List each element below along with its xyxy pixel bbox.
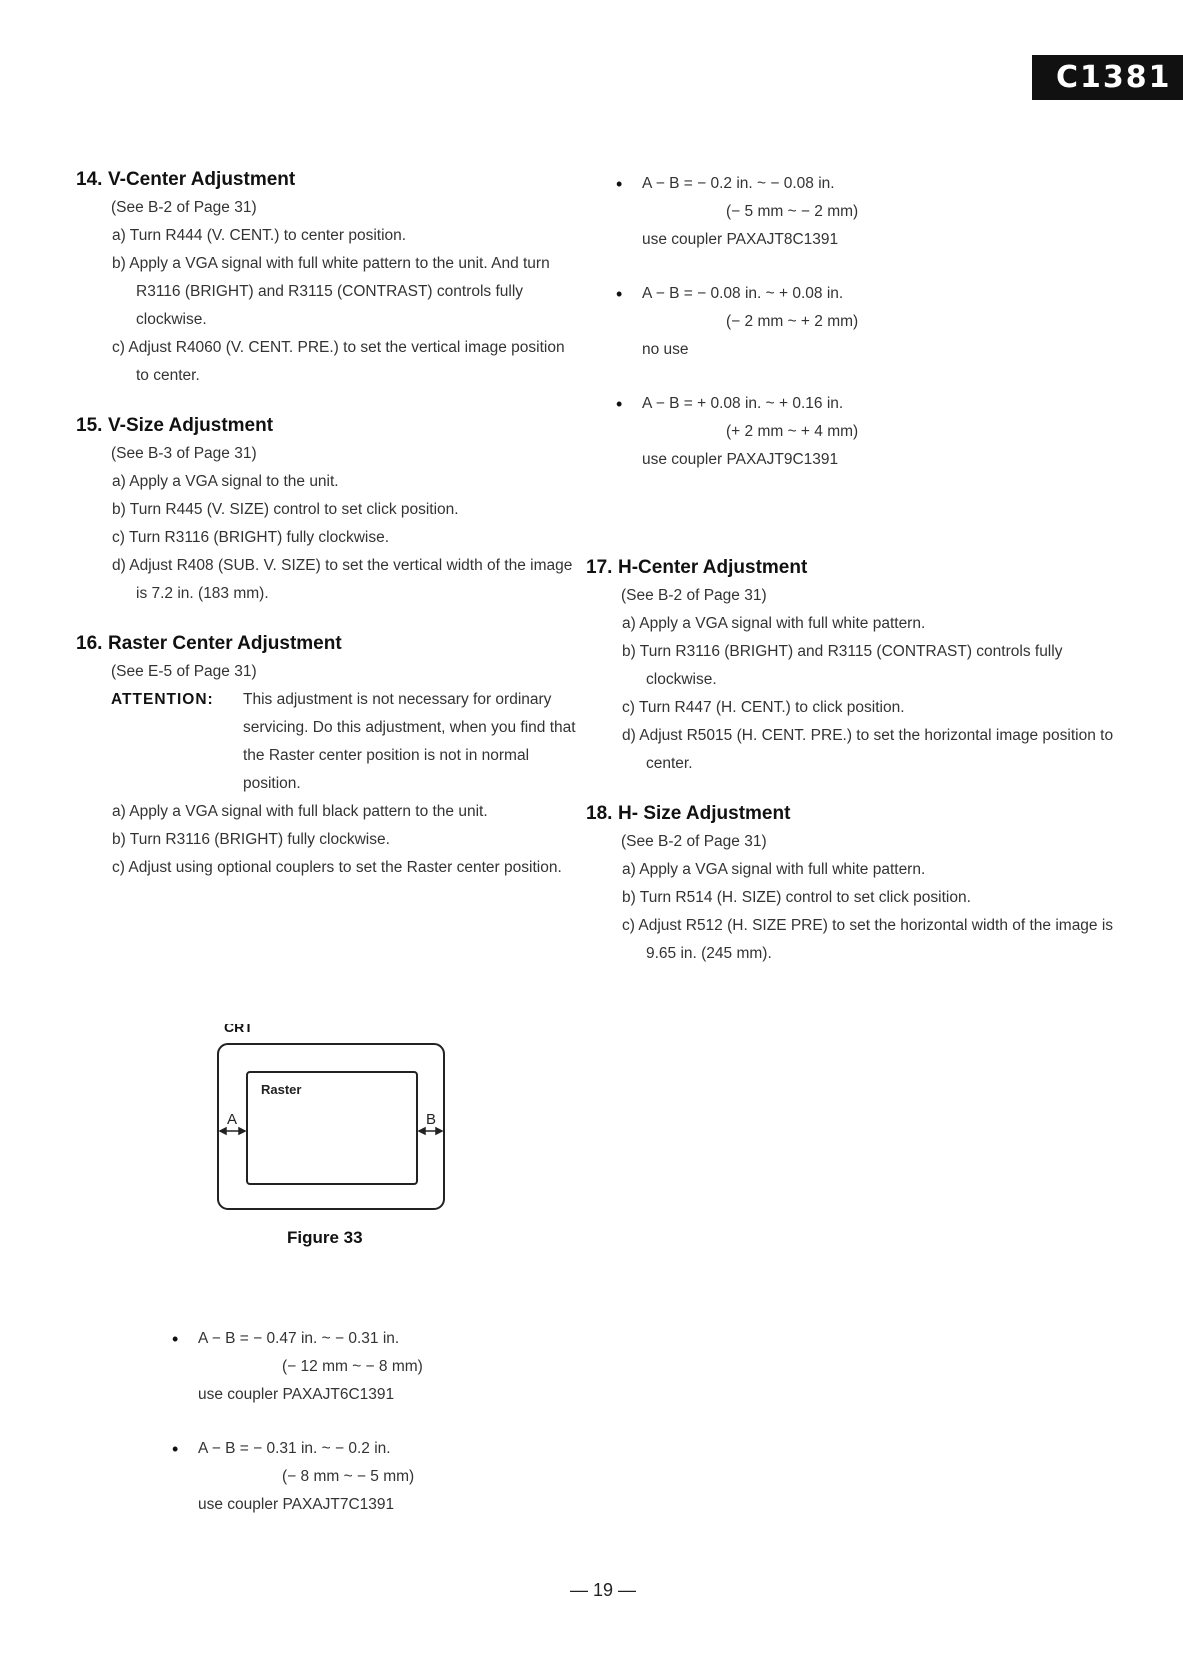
coupler-part: no use xyxy=(642,341,689,358)
a-label: A xyxy=(227,1111,238,1128)
section-title: 14. V-Center Adjustment xyxy=(76,169,296,190)
step: d) Adjust R5015 (H. CENT. PRE.) to set the horizontal image position to center. xyxy=(622,727,1114,772)
range-mm: (− 2 mm ~ + 2 mm) xyxy=(726,313,859,330)
range-mm: (− 8 mm ~ − 5 mm) xyxy=(282,1468,415,1485)
step: d) Adjust R408 (SUB. V. SIZE) to set the vertical width of the image is 7.2 in. (183 mm). xyxy=(112,557,573,602)
coupler-part: use coupler PAXAJT7C1391 xyxy=(198,1496,395,1513)
step: c) Adjust using optional couplers to set the Raster center position. xyxy=(112,859,562,876)
page-number: — 19 — xyxy=(570,1580,637,1600)
a-dimension-arrow xyxy=(220,1128,245,1134)
section-title: 15. V-Size Adjustment xyxy=(76,415,274,436)
range-inches: A − B = − 0.47 in. ~ − 0.31 in. xyxy=(198,1330,400,1347)
step: a) Apply a VGA signal with full black pattern to the unit. xyxy=(112,803,488,820)
range-inches: A − B = − 0.31 in. ~ − 0.2 in. xyxy=(198,1440,391,1457)
range-mm: (− 12 mm ~ − 8 mm) xyxy=(282,1358,423,1375)
step: b) Turn R3116 (BRIGHT) and R3115 (CONTRAST) controls fully clockwise. xyxy=(622,643,1063,688)
step: c) Adjust R512 (H. SIZE PRE) to set the horizontal width of the image is 9.65 in. (245 mm). xyxy=(622,917,1114,962)
range-mm: (− 5 mm ~ − 2 mm) xyxy=(726,203,859,220)
raster-label: Raster xyxy=(261,1082,302,1097)
step: b) Turn R3116 (BRIGHT) fully clockwise. xyxy=(112,831,390,848)
step: a) Turn R444 (V. CENT.) to center position. xyxy=(112,227,407,244)
section-h-center xyxy=(586,554,1136,778)
model-badge: C1381 xyxy=(1032,55,1183,100)
range-inches: A − B = − 0.08 in. ~ + 0.08 in. xyxy=(642,285,844,302)
b-label: B xyxy=(426,1111,437,1128)
step: c) Adjust R4060 (V. CENT. PRE.) to set the vertical image position to center. xyxy=(112,339,565,384)
section-reference: (See B-2 of Page 31) xyxy=(111,199,257,216)
coupler-part: use coupler PAXAJT9C1391 xyxy=(642,451,839,468)
section-reference: (See B-2 of Page 31) xyxy=(621,833,767,850)
section-raster-center xyxy=(76,630,576,882)
figure-33-diagram xyxy=(214,1024,454,1244)
bullet-icon: • xyxy=(172,1329,179,1349)
step: a) Apply a VGA signal to the unit. xyxy=(112,473,339,490)
bullet-icon: • xyxy=(172,1439,179,1459)
coupler-part: use coupler PAXAJT6C1391 xyxy=(198,1386,395,1403)
crt-label: CRT xyxy=(224,1024,253,1035)
left-column xyxy=(76,166,576,904)
section-title: 17. H-Center Adjustment xyxy=(586,557,808,578)
coupler-spec-list-left xyxy=(172,1325,552,1545)
attention-note xyxy=(76,686,576,798)
coupler-spec xyxy=(172,1435,552,1519)
coupler-spec xyxy=(172,1325,552,1409)
section-title: 16. Raster Center Adjustment xyxy=(76,633,342,654)
coupler-spec xyxy=(616,280,1136,364)
figure-caption: Figure 33 xyxy=(287,1228,363,1247)
range-inches: A − B = − 0.2 in. ~ − 0.08 in. xyxy=(642,175,835,192)
range-mm: (+ 2 mm ~ + 4 mm) xyxy=(726,423,859,440)
coupler-part: use coupler PAXAJT8C1391 xyxy=(642,231,839,248)
range-inches: A − B = + 0.08 in. ~ + 0.16 in. xyxy=(642,395,844,412)
attention-text: This adjustment is not necessary for ordinary servicing. Do this adjustment, when you find that the Raster center position is not in normal position. xyxy=(243,691,576,792)
step: b) Turn R445 (V. SIZE) control to set click position. xyxy=(112,501,459,518)
coupler-spec xyxy=(616,170,1136,254)
bullet-icon: • xyxy=(616,174,623,194)
section-reference: (See B-3 of Page 31) xyxy=(111,445,257,462)
section-v-center xyxy=(76,166,576,390)
right-column xyxy=(586,170,1136,990)
section-title: 18. H- Size Adjustment xyxy=(586,803,791,824)
bullet-icon: • xyxy=(616,394,623,414)
step: b) Turn R514 (H. SIZE) control to set click position. xyxy=(622,889,971,906)
coupler-spec xyxy=(616,390,1136,474)
step: c) Turn R447 (H. CENT.) to click position. xyxy=(622,699,905,716)
bullet-icon: • xyxy=(616,284,623,304)
step: a) Apply a VGA signal with full white pattern. xyxy=(622,615,926,632)
step: c) Turn R3116 (BRIGHT) fully clockwise. xyxy=(112,529,390,546)
step: a) Apply a VGA signal with full white pattern. xyxy=(622,861,926,878)
b-dimension-arrow xyxy=(419,1128,442,1134)
section-reference: (See E-5 of Page 31) xyxy=(111,663,257,680)
section-reference: (See B-2 of Page 31) xyxy=(621,587,767,604)
section-h-size xyxy=(586,800,1136,968)
section-v-size xyxy=(76,412,576,608)
step: b) Apply a VGA signal with full white pattern to the unit. And turn R3116 (BRIGHT) and R3115 (CONTRAST) controls fully clockwise. xyxy=(112,255,550,328)
attention-label: ATTENTION: xyxy=(111,691,214,708)
